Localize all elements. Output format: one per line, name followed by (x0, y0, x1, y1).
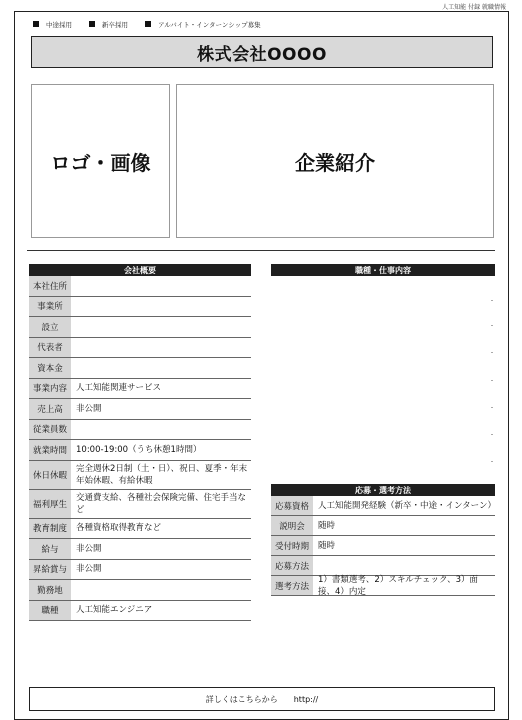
table-row (29, 440, 251, 461)
row-key: 休日休暇 (29, 461, 71, 489)
row-value (71, 276, 251, 296)
table-row (29, 560, 251, 581)
row-key: 教育制度 (29, 519, 71, 539)
row-value: 随時 (318, 520, 336, 531)
category-item (145, 19, 261, 29)
tick-mark (491, 407, 493, 408)
row-value: 人工知能開発経験（新卒・中途・インターン） (318, 500, 496, 511)
row-key: 資本金 (29, 358, 71, 378)
row-key: 就業時間 (29, 440, 71, 460)
table-row (271, 516, 495, 536)
tick-mark (491, 461, 493, 462)
logo-image-placeholder: ロゴ・画像 (31, 84, 170, 238)
row-key: 受付時期 (271, 536, 313, 555)
row-value: 非公開 (76, 403, 102, 414)
company-name: 株式会社OOOO (31, 36, 493, 68)
company-intro-placeholder: 企業紹介 (176, 84, 494, 238)
row-value (71, 358, 251, 378)
footer-link-box (29, 687, 495, 711)
row-key: 福利厚生 (29, 490, 71, 518)
row-value (71, 297, 251, 317)
table-row (271, 536, 495, 556)
application-section (271, 484, 495, 596)
table-row (29, 379, 251, 400)
row-key: 給与 (29, 539, 71, 559)
tick-mark (491, 352, 493, 353)
row-value (71, 338, 251, 358)
row-key: 勤務地 (29, 580, 71, 600)
row-value: 人工知能関連サービス (76, 383, 162, 394)
row-value (71, 317, 251, 337)
table-row (29, 338, 251, 359)
job-description-body (271, 276, 495, 476)
row-value: 1）書類選考、2）スキルチェック、3）面接、4）内定 (318, 574, 479, 597)
row-value: 完全週休2日制（土・日）、祝日、夏季・年末年始休暇、有給休暇 (76, 463, 248, 486)
table-row (29, 297, 251, 318)
row-key: 応募資格 (271, 496, 313, 515)
row-key: 昇給賞与 (29, 560, 71, 580)
footer-url-link[interactable]: http:// (293, 694, 319, 704)
row-value: 随時 (318, 540, 336, 551)
row-key: 本社住所 (29, 276, 71, 296)
category-label: 中途採用 (46, 20, 72, 29)
table-row (29, 580, 251, 601)
row-value (71, 580, 251, 600)
table-row (29, 490, 251, 519)
row-key: 説明会 (271, 516, 313, 535)
company-overview-section (29, 264, 251, 621)
row-value (313, 556, 495, 575)
table-row (29, 539, 251, 560)
row-key: 応募方法 (271, 556, 313, 575)
row-key: 代表者 (29, 338, 71, 358)
row-value: 各種資格取得教育など (76, 523, 162, 534)
table-row (29, 420, 251, 441)
header-tag: 人工知能 付録 就職情報 (442, 4, 506, 11)
row-value (71, 420, 251, 440)
category-item (89, 19, 128, 29)
footer-label: 詳しくはこちらから (205, 694, 278, 704)
row-value: 10:00-19:00（うち休憩1時間） (76, 444, 202, 455)
recruitment-categories (33, 19, 278, 29)
section-divider (27, 250, 495, 251)
table-row (29, 276, 251, 297)
category-item (33, 19, 72, 29)
table-row (29, 461, 251, 490)
table-row (29, 358, 251, 379)
row-value: 非公開 (76, 564, 102, 575)
row-value: 交通費支給、各種社会保険完備、住宅手当など (76, 492, 247, 515)
category-label: 新卒採用 (102, 20, 128, 29)
table-row (29, 519, 251, 540)
row-key: 事業内容 (29, 379, 71, 399)
table-row (29, 601, 251, 622)
application-heading: 応募・選考方法 (271, 484, 495, 496)
row-key: 職種 (29, 601, 71, 621)
table-row (29, 399, 251, 420)
square-bullet-icon (33, 21, 39, 27)
tick-mark (491, 325, 493, 326)
company-overview-heading: 会社概要 (29, 264, 251, 276)
tick-mark (491, 380, 493, 381)
square-bullet-icon (89, 21, 95, 27)
category-label: アルバイト・インターンシップ募集 (158, 20, 261, 29)
row-key: 設立 (29, 317, 71, 337)
row-value: 人工知能エンジニア (76, 605, 153, 616)
row-key: 売上高 (29, 399, 71, 419)
row-value: 非公開 (76, 543, 102, 554)
tick-mark (491, 434, 493, 435)
tick-mark (491, 300, 493, 301)
row-key: 選考方法 (271, 576, 313, 595)
table-row (29, 317, 251, 338)
company-overview-table (29, 276, 251, 621)
square-bullet-icon (145, 21, 151, 27)
row-key: 従業員数 (29, 420, 71, 440)
job-description-heading: 職種・仕事内容 (271, 264, 495, 276)
table-row (271, 496, 495, 516)
table-row (271, 576, 495, 596)
application-table (271, 496, 495, 596)
row-key: 事業所 (29, 297, 71, 317)
